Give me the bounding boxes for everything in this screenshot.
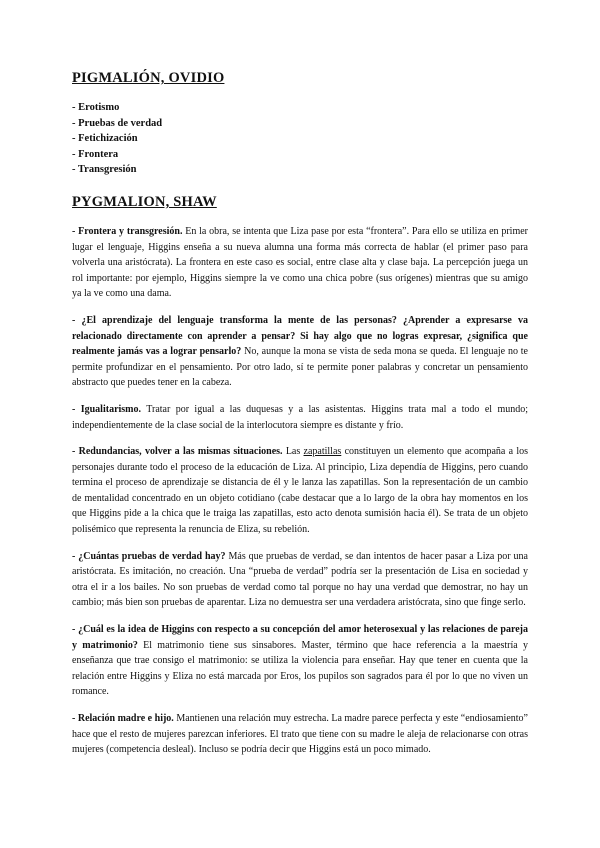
list-item: - Transgresión [72, 164, 137, 176]
paragraph-text: Las [282, 446, 304, 458]
paragraph-redundancias [72, 444, 528, 538]
paragraph-lead: - Relación madre e hijo. [72, 713, 174, 724]
list-item: - Erotismo [72, 102, 120, 113]
paragraph-igualitarismo [72, 402, 528, 433]
paragraph-lead: - ¿Cuántas pruebas de verdad hay? [72, 550, 226, 562]
paragraph-text: En la obra, se intenta que Liza pase por esta “frontera”. Para ello se utiliza en primer lugar el lenguaje, Higgins enseña a su nueva alumna una forma más correcta de hablar (el primer paso para volverla una aristócrata). La frontera en este caso es social, entre clase alta y clase baja. La percepción juega un rol importante: por ejemplo, Higgins siempre la ve como una chica pobre (sus orígenes) mientras que su amigo ya la ve como una dama. [72, 225, 528, 300]
paragraph-lead: - Frontera y transgresión. [72, 225, 183, 237]
paragraph-madre-hijo [72, 711, 528, 758]
underlined-word: zapatillas [303, 446, 342, 458]
section-title-ovidio: PIGMALIÓN, OVIDIO [72, 70, 225, 86]
paragraph-lead: - Redundancias, volver a las mismas situaciones. [72, 446, 283, 458]
paragraph-text: No, aunque la mona se vista de seda mona se queda. El lenguaje no te permite profundizar en el pensamiento. Por otro lado, sí te permite poner palabras y concretar un pensamiento abstracto que puedes tener en la cabeza. [72, 346, 528, 389]
paragraph-text-continued: constituyen un elemento que acompaña a los personajes durante todo el proceso de la educación de Liza. Al principio, Liza dependía de Higgins, pero cuando termina el proceso de aprendizaje se distancia de él y le lanza las zapatillas. Son la representación de un cambio de mentalidad concentrado en un objeto cotidiano (cabe destacar que a lo largo de la obra hay momentos en los que Higgins pide a la chica que le traiga las zapatillas, esto acto denota sumisión hacia él). Se trata de un objeto polisémico que representa la renuncia de Eliza, su rebelión. [72, 446, 528, 536]
paragraph-matrimonio [72, 622, 528, 700]
paragraph-text: Mantienen una relación muy estrecha. La madre parece perfecta y este “endiosamiento” hace que el resto de mujeres parezcan inferiores. El trato que tiene con su madre le aleja de relacionarse con otras mujeres (competencia desleal). Incluso se podría decir que Higgins está un poco mimado. [72, 713, 528, 756]
paragraph-lead: - ¿Cuál es la idea de Higgins con respecto a su concepción del amor heterosexual y las relaciones de pareja y matrimonio? [72, 624, 528, 651]
paragraph-text: Más que pruebas de verdad, se dan intentos de hacer pasar a Liza por una aristócrata. Es imitación, no creación. Una “prueba de verdad” podría ser la presentación de Lisa en sociedad y otra el ir a los bailes. No son pruebas de verdad como tal porque no hay una verdad que demostrar, no hay un cambio; más bien son pruebas de aparentar. Liza no demuestra ser una verdadera aristócrata, sino que finge serlo. [72, 550, 528, 609]
theme-list [72, 100, 528, 178]
paragraph-lead: - Igualitarismo. [72, 403, 142, 415]
section-title-shaw: PYGMALION, SHAW [72, 193, 217, 210]
list-item: - Frontera [72, 148, 119, 160]
paragraph-pruebas [72, 549, 528, 611]
paragraph-text: El matrimonio tiene sus sinsabores. Master, término que hace referencia a la maestría y enseñanza que trae consigo el matrimonio: se utiliza la violencia para enseñar. Hay que tener en cuenta que la relación entre Higgins y Eliza no está marcada por Eros, los pupilos son sagrados para él por lo que no viven un romance. [72, 639, 529, 698]
paragraph-frontera [72, 224, 528, 302]
paragraph-lead: - ¿El aprendizaje del lenguaje transforma la mente de las personas? ¿Aprender a expresarse va relacionado directamente con aprender a pensar? Si hay algo que no logras expresar, ¿significa que realmente jamás vas a lograr pensarlo? [72, 314, 528, 358]
list-item: - Pruebas de verdad [72, 117, 163, 129]
paragraph-text: Tratar por igual a las duquesas y a las asistentas. Higgins trata mal a todo el mundo; independientemente de la clase social de la interlocutora siempre es distante y frío. [72, 403, 529, 431]
list-item: - Fetichización [72, 133, 138, 145]
paragraph-lenguaje [72, 313, 528, 391]
document-content [72, 70, 528, 769]
